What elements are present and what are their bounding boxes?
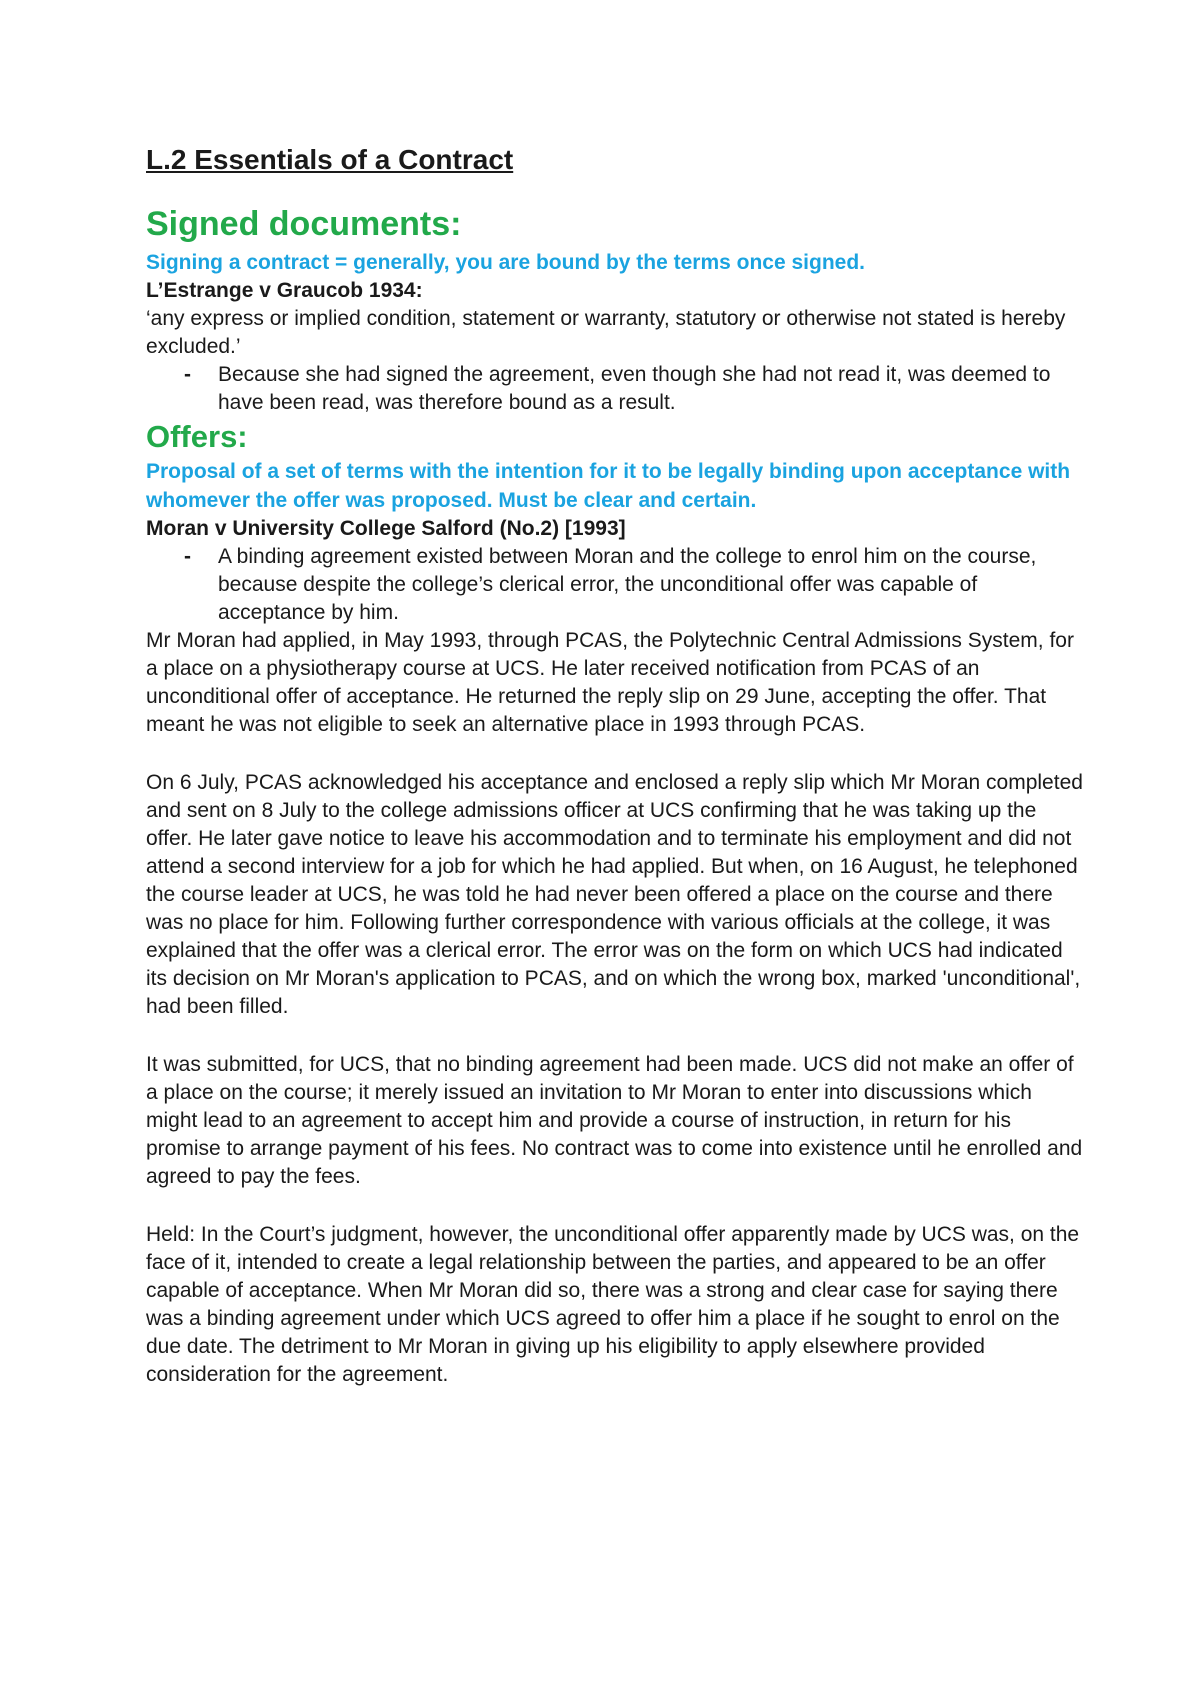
section-summary-signed-documents: Signing a contract = generally, you are bound by the terms once signed. <box>146 251 866 274</box>
bullet-text: Because she had signed the agreement, even though she had not read it, was deemed to have been read, was therefore bound as a result. <box>218 363 1051 414</box>
section-summary-offers: Proposal of a set of terms with the intention for it to be legally binding upon acceptance with whomever the offer was proposed. Must be clear and certain. <box>146 460 1071 512</box>
list-item <box>146 361 1086 417</box>
paragraph: Mr Moran had applied, in May 1993, through PCAS, the Polytechnic Central Admissions System, for a place on a physiotherapy course at UCS. He later received notification from PCAS of an unconditional offer of acceptance. He returned the reply slip on 29 June, accepting the offer. That meant he was not eligible to seek an alternative place in 1993 through PCAS. <box>146 629 1074 736</box>
case-name-lestrange: L’Estrange v Graucob 1934: <box>146 279 423 302</box>
document-page <box>146 140 1086 1389</box>
document-title: L.2 Essentials of a Contract <box>146 144 514 175</box>
bullet-marker: - <box>184 545 191 568</box>
paragraph-spacer <box>146 1021 1086 1051</box>
paragraph-spacer <box>146 1191 1086 1221</box>
list-item <box>146 543 1086 627</box>
paragraph-spacer <box>146 739 1086 769</box>
section-heading-signed-documents: Signed documents: <box>146 205 462 243</box>
bullet-marker: - <box>184 363 191 386</box>
case-name-moran: Moran v University College Salford (No.2) [1993] <box>146 517 626 540</box>
section-heading-offers: Offers: <box>146 419 248 454</box>
paragraph: Held: In the Court’s judgment, however, the unconditional offer apparently made by UCS was, on the face of it, intended to create a legal relationship between the parties, and appeared to be an offer capable of acceptance. When Mr Moran did so, there was a strong and clear case for saying there was a binding agreement under which UCS agreed to offer him a place if he sought to enrol on the due date. The detriment to Mr Moran in giving up his eligibility to apply elsewhere provided consideration for the agreement. <box>146 1223 1080 1386</box>
paragraph: It was submitted, for UCS, that no binding agreement had been made. UCS did not make an offer of a place on the course; it merely issued an invitation to Mr Moran to enter into discussions which might lead to an agreement to accept him and provide a course of instruction, in return for his promise to arrange payment of his fees. No contract was to come into existence until he enrolled and agreed to pay the fees. <box>146 1053 1083 1188</box>
bullet-text: A binding agreement existed between Moran and the college to enrol him on the course, because despite the college’s clerical error, the unconditional offer was capable of acceptance by him. <box>218 545 1037 624</box>
paragraph: On 6 July, PCAS acknowledged his acceptance and enclosed a reply slip which Mr Moran completed and sent on 8 July to the college admissions officer at UCS confirming that he was taking up the offer. He later gave notice to leave his accommodation and to terminate his employment and did not attend a second interview for a job for which he had applied. But when, on 16 August, he telephoned the course leader at UCS, he was told he had never been offered a place on the course and there was no place for him. Following further correspondence with various officials at the college, it was explained that the offer was a clerical error. The error was on the form on which UCS had indicated its decision on Mr Moran's application to PCAS, and on which the wrong box, marked 'unconditional', had been filled. <box>146 771 1083 1018</box>
case-quote: ‘any express or implied condition, statement or warranty, statutory or otherwise not stated is hereby excluded.’ <box>146 307 1066 358</box>
